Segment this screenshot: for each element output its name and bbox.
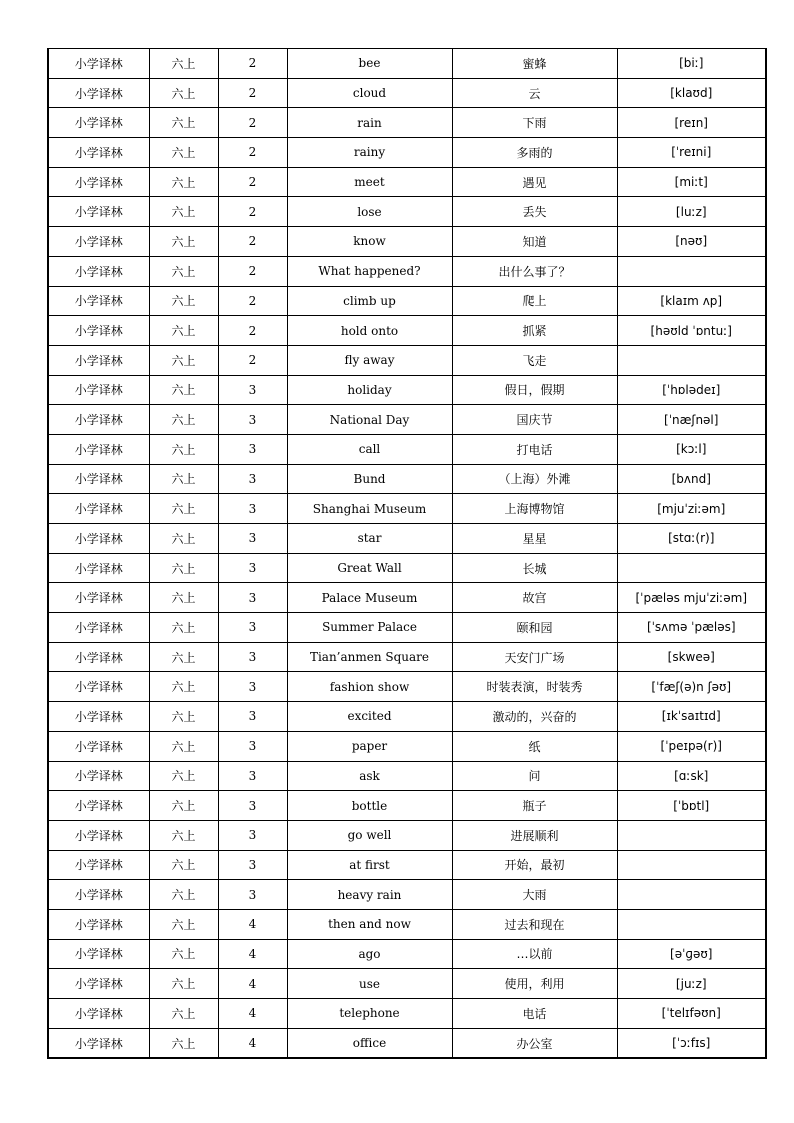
unit-cell: 3 <box>218 731 287 761</box>
word-cell: telephone <box>287 999 452 1029</box>
source-cell: 小学译林 <box>48 256 149 286</box>
table-row <box>48 820 766 850</box>
vocabulary-table <box>47 48 767 1059</box>
grade-cell: 六上 <box>149 524 218 554</box>
source-cell: 小学译林 <box>48 167 149 197</box>
source-cell: 小学译林 <box>48 524 149 554</box>
source-cell: 小学译林 <box>48 999 149 1029</box>
unit-cell: 2 <box>218 138 287 168</box>
grade-cell: 六上 <box>149 1028 218 1058</box>
unit-cell: 2 <box>218 78 287 108</box>
table-row <box>48 553 766 583</box>
word-cell: What happened? <box>287 256 452 286</box>
phonetic-cell: [reɪn] <box>617 108 766 138</box>
word-cell: heavy rain <box>287 880 452 910</box>
grade-cell: 六上 <box>149 850 218 880</box>
table-row <box>48 583 766 613</box>
word-cell: bottle <box>287 791 452 821</box>
source-cell: 小学译林 <box>48 405 149 435</box>
table-row <box>48 78 766 108</box>
source-cell: 小学译林 <box>48 316 149 346</box>
source-cell: 小学译林 <box>48 583 149 613</box>
word-cell: rainy <box>287 138 452 168</box>
unit-cell: 2 <box>218 345 287 375</box>
unit-cell: 2 <box>218 108 287 138</box>
meaning-cell: 电话 <box>452 999 617 1029</box>
unit-cell: 4 <box>218 969 287 999</box>
table-row <box>48 731 766 761</box>
table-row <box>48 999 766 1029</box>
meaning-cell: 激动的，兴奋的 <box>452 702 617 732</box>
phonetic-cell: [əˈɡəʊ] <box>617 939 766 969</box>
grade-cell: 六上 <box>149 256 218 286</box>
source-cell: 小学译林 <box>48 553 149 583</box>
phonetic-cell <box>617 850 766 880</box>
grade-cell: 六上 <box>149 167 218 197</box>
word-cell: National Day <box>287 405 452 435</box>
meaning-cell: 办公室 <box>452 1028 617 1058</box>
word-cell: at first <box>287 850 452 880</box>
phonetic-cell: [ˈɔːfɪs] <box>617 1028 766 1058</box>
word-cell: rain <box>287 108 452 138</box>
phonetic-cell: [mjuˈziːəm] <box>617 494 766 524</box>
source-cell: 小学译林 <box>48 642 149 672</box>
word-cell: ask <box>287 761 452 791</box>
table-row <box>48 405 766 435</box>
grade-cell: 六上 <box>149 78 218 108</box>
meaning-cell: 出什么事了？ <box>452 256 617 286</box>
phonetic-cell: [ˈreɪni] <box>617 138 766 168</box>
source-cell: 小学译林 <box>48 375 149 405</box>
meaning-cell: 使用，利用 <box>452 969 617 999</box>
word-cell: Tian’anmen Square <box>287 642 452 672</box>
phonetic-cell: [klaʊd] <box>617 78 766 108</box>
vocabulary-table-body <box>48 49 766 1059</box>
word-cell: star <box>287 524 452 554</box>
meaning-cell: 时装表演，时装秀 <box>452 672 617 702</box>
source-cell: 小学译林 <box>48 791 149 821</box>
word-cell: excited <box>287 702 452 732</box>
source-cell: 小学译林 <box>48 820 149 850</box>
phonetic-cell: [biː] <box>617 49 766 79</box>
unit-cell: 3 <box>218 702 287 732</box>
word-cell: hold onto <box>287 316 452 346</box>
grade-cell: 六上 <box>149 345 218 375</box>
table-row <box>48 969 766 999</box>
word-cell: paper <box>287 731 452 761</box>
source-cell: 小学译林 <box>48 197 149 227</box>
word-cell: go well <box>287 820 452 850</box>
table-row <box>48 672 766 702</box>
source-cell: 小学译林 <box>48 1028 149 1058</box>
meaning-cell: 过去和现在 <box>452 909 617 939</box>
phonetic-cell: [juːz] <box>617 969 766 999</box>
source-cell: 小学译林 <box>48 850 149 880</box>
table-row <box>48 286 766 316</box>
phonetic-cell: [ˈfæʃ(ə)n ʃəʊ] <box>617 672 766 702</box>
word-cell: then and now <box>287 909 452 939</box>
phonetic-cell: [luːz] <box>617 197 766 227</box>
unit-cell: 4 <box>218 909 287 939</box>
phonetic-cell: [ˈtelɪfəʊn] <box>617 999 766 1029</box>
phonetic-cell: [ɪkˈsaɪtɪd] <box>617 702 766 732</box>
source-cell: 小学译林 <box>48 939 149 969</box>
meaning-cell: 星星 <box>452 524 617 554</box>
grade-cell: 六上 <box>149 880 218 910</box>
table-row <box>48 1028 766 1058</box>
word-cell: fashion show <box>287 672 452 702</box>
phonetic-cell: [ˈbɒtl] <box>617 791 766 821</box>
meaning-cell: 飞走 <box>452 345 617 375</box>
meaning-cell: 上海博物馆 <box>452 494 617 524</box>
phonetic-cell: [ˈnæʃnəl] <box>617 405 766 435</box>
unit-cell: 3 <box>218 642 287 672</box>
source-cell: 小学译林 <box>48 138 149 168</box>
unit-cell: 2 <box>218 167 287 197</box>
phonetic-cell: [ˈpæləs mjuˈziːəm] <box>617 583 766 613</box>
unit-cell: 2 <box>218 197 287 227</box>
table-row <box>48 375 766 405</box>
meaning-cell: 颐和园 <box>452 613 617 643</box>
unit-cell: 3 <box>218 464 287 494</box>
table-row <box>48 524 766 554</box>
grade-cell: 六上 <box>149 108 218 138</box>
grade-cell: 六上 <box>149 969 218 999</box>
phonetic-cell: [nəʊ] <box>617 227 766 257</box>
source-cell: 小学译林 <box>48 702 149 732</box>
unit-cell: 3 <box>218 761 287 791</box>
source-cell: 小学译林 <box>48 613 149 643</box>
grade-cell: 六上 <box>149 702 218 732</box>
source-cell: 小学译林 <box>48 78 149 108</box>
table-row <box>48 939 766 969</box>
table-row <box>48 49 766 79</box>
grade-cell: 六上 <box>149 49 218 79</box>
word-cell: Summer Palace <box>287 613 452 643</box>
phonetic-cell <box>617 345 766 375</box>
word-cell: meet <box>287 167 452 197</box>
grade-cell: 六上 <box>149 197 218 227</box>
word-cell: climb up <box>287 286 452 316</box>
grade-cell: 六上 <box>149 553 218 583</box>
phonetic-cell: [ɑːsk] <box>617 761 766 791</box>
source-cell: 小学译林 <box>48 434 149 464</box>
unit-cell: 4 <box>218 999 287 1029</box>
table-row <box>48 850 766 880</box>
source-cell: 小学译林 <box>48 464 149 494</box>
grade-cell: 六上 <box>149 909 218 939</box>
unit-cell: 3 <box>218 850 287 880</box>
meaning-cell: 进展顺利 <box>452 820 617 850</box>
meaning-cell: 大雨 <box>452 880 617 910</box>
meaning-cell: 纸 <box>452 731 617 761</box>
table-row <box>48 642 766 672</box>
phonetic-cell: [miːt] <box>617 167 766 197</box>
table-row <box>48 880 766 910</box>
word-cell: fly away <box>287 345 452 375</box>
phonetic-cell <box>617 553 766 583</box>
grade-cell: 六上 <box>149 642 218 672</box>
table-row <box>48 227 766 257</box>
grade-cell: 六上 <box>149 286 218 316</box>
meaning-cell: 打电话 <box>452 434 617 464</box>
table-row <box>48 345 766 375</box>
source-cell: 小学译林 <box>48 108 149 138</box>
phonetic-cell: [stɑː(r)] <box>617 524 766 554</box>
unit-cell: 3 <box>218 494 287 524</box>
meaning-cell: 知道 <box>452 227 617 257</box>
source-cell: 小学译林 <box>48 969 149 999</box>
word-cell: know <box>287 227 452 257</box>
meaning-cell: 爬上 <box>452 286 617 316</box>
word-cell: Shanghai Museum <box>287 494 452 524</box>
grade-cell: 六上 <box>149 227 218 257</box>
unit-cell: 3 <box>218 524 287 554</box>
phonetic-cell: [skweə] <box>617 642 766 672</box>
source-cell: 小学译林 <box>48 286 149 316</box>
meaning-cell: 多雨的 <box>452 138 617 168</box>
meaning-cell: （上海）外滩 <box>452 464 617 494</box>
grade-cell: 六上 <box>149 405 218 435</box>
table-row <box>48 613 766 643</box>
unit-cell: 2 <box>218 227 287 257</box>
unit-cell: 2 <box>218 256 287 286</box>
meaning-cell: …以前 <box>452 939 617 969</box>
grade-cell: 六上 <box>149 316 218 346</box>
source-cell: 小学译林 <box>48 494 149 524</box>
unit-cell: 4 <box>218 939 287 969</box>
grade-cell: 六上 <box>149 939 218 969</box>
meaning-cell: 问 <box>452 761 617 791</box>
source-cell: 小学译林 <box>48 672 149 702</box>
table-row <box>48 256 766 286</box>
unit-cell: 2 <box>218 316 287 346</box>
meaning-cell: 故宫 <box>452 583 617 613</box>
meaning-cell: 开始，最初 <box>452 850 617 880</box>
word-cell: cloud <box>287 78 452 108</box>
unit-cell: 3 <box>218 613 287 643</box>
source-cell: 小学译林 <box>48 49 149 79</box>
meaning-cell: 国庆节 <box>452 405 617 435</box>
word-cell: Great Wall <box>287 553 452 583</box>
meaning-cell: 长城 <box>452 553 617 583</box>
phonetic-cell: [kɔːl] <box>617 434 766 464</box>
grade-cell: 六上 <box>149 791 218 821</box>
source-cell: 小学译林 <box>48 227 149 257</box>
meaning-cell: 假日，假期 <box>452 375 617 405</box>
unit-cell: 3 <box>218 791 287 821</box>
unit-cell: 3 <box>218 375 287 405</box>
word-cell: call <box>287 434 452 464</box>
table-row <box>48 909 766 939</box>
table-row <box>48 138 766 168</box>
grade-cell: 六上 <box>149 138 218 168</box>
word-cell: office <box>287 1028 452 1058</box>
phonetic-cell: [klaɪm ʌp] <box>617 286 766 316</box>
grade-cell: 六上 <box>149 464 218 494</box>
source-cell: 小学译林 <box>48 909 149 939</box>
unit-cell: 2 <box>218 49 287 79</box>
table-row <box>48 761 766 791</box>
grade-cell: 六上 <box>149 434 218 464</box>
word-cell: ago <box>287 939 452 969</box>
table-row <box>48 197 766 227</box>
word-cell: use <box>287 969 452 999</box>
table-row <box>48 494 766 524</box>
phonetic-cell <box>617 880 766 910</box>
meaning-cell: 瓶子 <box>452 791 617 821</box>
table-row <box>48 316 766 346</box>
table-row <box>48 108 766 138</box>
word-cell: lose <box>287 197 452 227</box>
grade-cell: 六上 <box>149 375 218 405</box>
table-row <box>48 464 766 494</box>
source-cell: 小学译林 <box>48 761 149 791</box>
phonetic-cell: [ˈpeɪpə(r)] <box>617 731 766 761</box>
grade-cell: 六上 <box>149 583 218 613</box>
table-row <box>48 702 766 732</box>
grade-cell: 六上 <box>149 672 218 702</box>
grade-cell: 六上 <box>149 999 218 1029</box>
phonetic-cell <box>617 256 766 286</box>
phonetic-cell: [bʌnd] <box>617 464 766 494</box>
meaning-cell: 下雨 <box>452 108 617 138</box>
source-cell: 小学译林 <box>48 880 149 910</box>
phonetic-cell <box>617 909 766 939</box>
source-cell: 小学译林 <box>48 345 149 375</box>
unit-cell: 3 <box>218 880 287 910</box>
unit-cell: 3 <box>218 434 287 464</box>
grade-cell: 六上 <box>149 761 218 791</box>
meaning-cell: 云 <box>452 78 617 108</box>
unit-cell: 3 <box>218 583 287 613</box>
meaning-cell: 遇见 <box>452 167 617 197</box>
unit-cell: 2 <box>218 286 287 316</box>
phonetic-cell: [həʊld ˈɒntuː] <box>617 316 766 346</box>
word-cell: Palace Museum <box>287 583 452 613</box>
unit-cell: 3 <box>218 820 287 850</box>
table-row <box>48 434 766 464</box>
unit-cell: 3 <box>218 405 287 435</box>
word-cell: bee <box>287 49 452 79</box>
table-row <box>48 791 766 821</box>
grade-cell: 六上 <box>149 613 218 643</box>
grade-cell: 六上 <box>149 820 218 850</box>
phonetic-cell <box>617 820 766 850</box>
unit-cell: 3 <box>218 553 287 583</box>
phonetic-cell: [ˈsʌmə ˈpæləs] <box>617 613 766 643</box>
meaning-cell: 丢失 <box>452 197 617 227</box>
phonetic-cell: [ˈhɒlədeɪ] <box>617 375 766 405</box>
table-row <box>48 167 766 197</box>
unit-cell: 4 <box>218 1028 287 1058</box>
word-cell: holiday <box>287 375 452 405</box>
meaning-cell: 抓紧 <box>452 316 617 346</box>
source-cell: 小学译林 <box>48 731 149 761</box>
meaning-cell: 蜜蜂 <box>452 49 617 79</box>
meaning-cell: 天安门广场 <box>452 642 617 672</box>
unit-cell: 3 <box>218 672 287 702</box>
grade-cell: 六上 <box>149 731 218 761</box>
grade-cell: 六上 <box>149 494 218 524</box>
word-cell: Bund <box>287 464 452 494</box>
